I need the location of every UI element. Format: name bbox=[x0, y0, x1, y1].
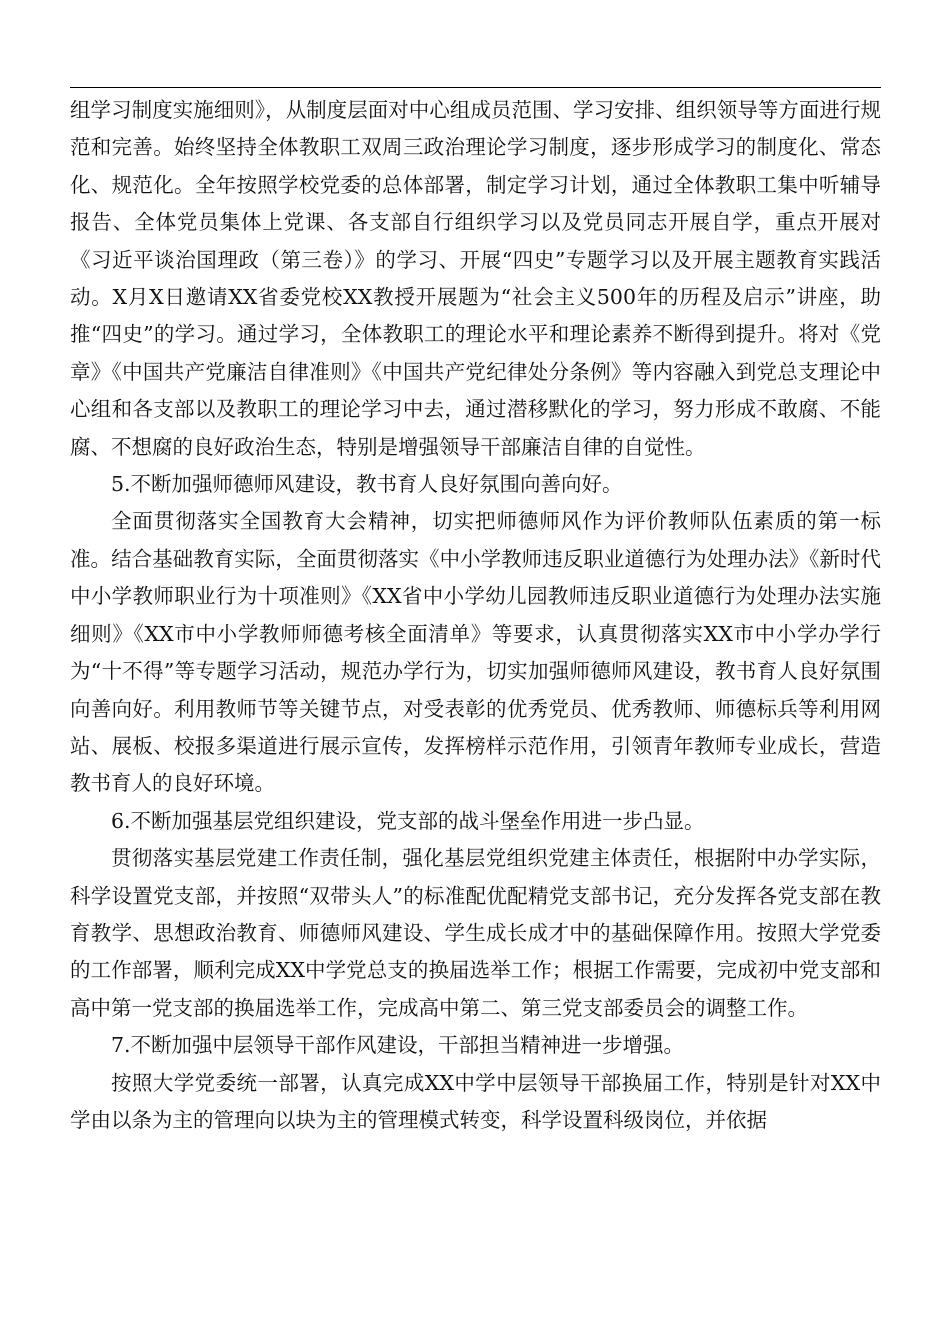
header-rule bbox=[70, 87, 881, 88]
section-heading-7: 7.不断加强中层领导干部作风建设，干部担当精神进一步增强。 bbox=[111, 1033, 685, 1058]
paragraph: 按照大学党委统一部署，认真完成XX中学中层领导干部换届工作，特别是针对XX中学由以条为主的管理向以块为主的管理模式转变，科学设置科级岗位，并依据 bbox=[70, 1070, 881, 1132]
section-heading-5: 5.不断加强师德师风建设，教书育人良好氛围向善向好。 bbox=[111, 472, 623, 497]
document-body bbox=[70, 92, 881, 1139]
paragraph: 贯彻落实基层党建工作责任制，强化基层党组织党建主体责任，根据附中办学实际，科学设置党支部，并按照“双带头人”的标准配优配精党支部书记，充分发挥各党支部在教育教学、思想政治教育、师德师风建设、学生成长成才中的基础保障作用。按照大学党委的工作部署，顺利完成XX中学党总支的换届选举工作；根据工作需要，完成初中党支部和高中第一党支部的换届选举工作，完成高中第二、第三党支部委员会的调整工作。 bbox=[70, 846, 881, 1020]
paragraph-continued: 组学习制度实施细则》，从制度层面对中心组成员范围、学习安排、组织领导等方面进行规范和完善。始终坚持全体教职工双周三政治理论学习制度，逐步形成学习的制度化、常态化、规范化。全年按照学校党委的总体部署，制定学习计划，通过全体教职工集中听辅导报告、全体党员集体上党课、各支部自行组织学习以及党员同志开展自学，重点开展对《习近平谈治国理政（第三卷）》的学习、开展“四史”专题学习以及开展主题教育实践活动。X月X日邀请XX省委党校XX教授开展题为“社会主义500年的历程及启示”讲座，助推“四史”的学习。通过学习，全体教职工的理论水平和理论素养不断得到提升。将对《党章》《中国共产党廉洁自律准则》《中国共产党纪律处分条例》等内容融入到党总支理论中心组和各支部以及教职工的理论学习中去，通过潜移默化的学习，努力形成不敢腐、不能腐、不想腐的良好政治生态，特别是增强领导干部廉洁自律的自觉性。 bbox=[70, 98, 881, 459]
section-heading-6: 6.不断加强基层党组织建设，党支部的战斗堡垒作用进一步凸显。 bbox=[111, 808, 705, 833]
paragraph: 全面贯彻落实全国教育大会精神，切实把师德师风作为评价教师队伍素质的第一标准。结合基础教育实际，全面贯彻落实《中小学教师违反职业道德行为处理办法》《新时代中小学教师职业行为十项准则》《XX省中小学幼儿园教师违反职业道德行为处理办法实施细则》《XX市中小学教师师德考核全面清单》等要求，认真贯彻落实XX市中小学办学行为“十不得”等专题学习活动，规范办学行为，切实加强师德师风建设，教书育人良好氛围向善向好。利用教师节等关键节点，对受表彰的优秀党员、优秀教师、师德标兵等利用网站、展板、校报多渠道进行展示宣传，发挥榜样示范作用，引领青年教师专业成长，营造教书育人的良好环境。 bbox=[70, 509, 881, 796]
